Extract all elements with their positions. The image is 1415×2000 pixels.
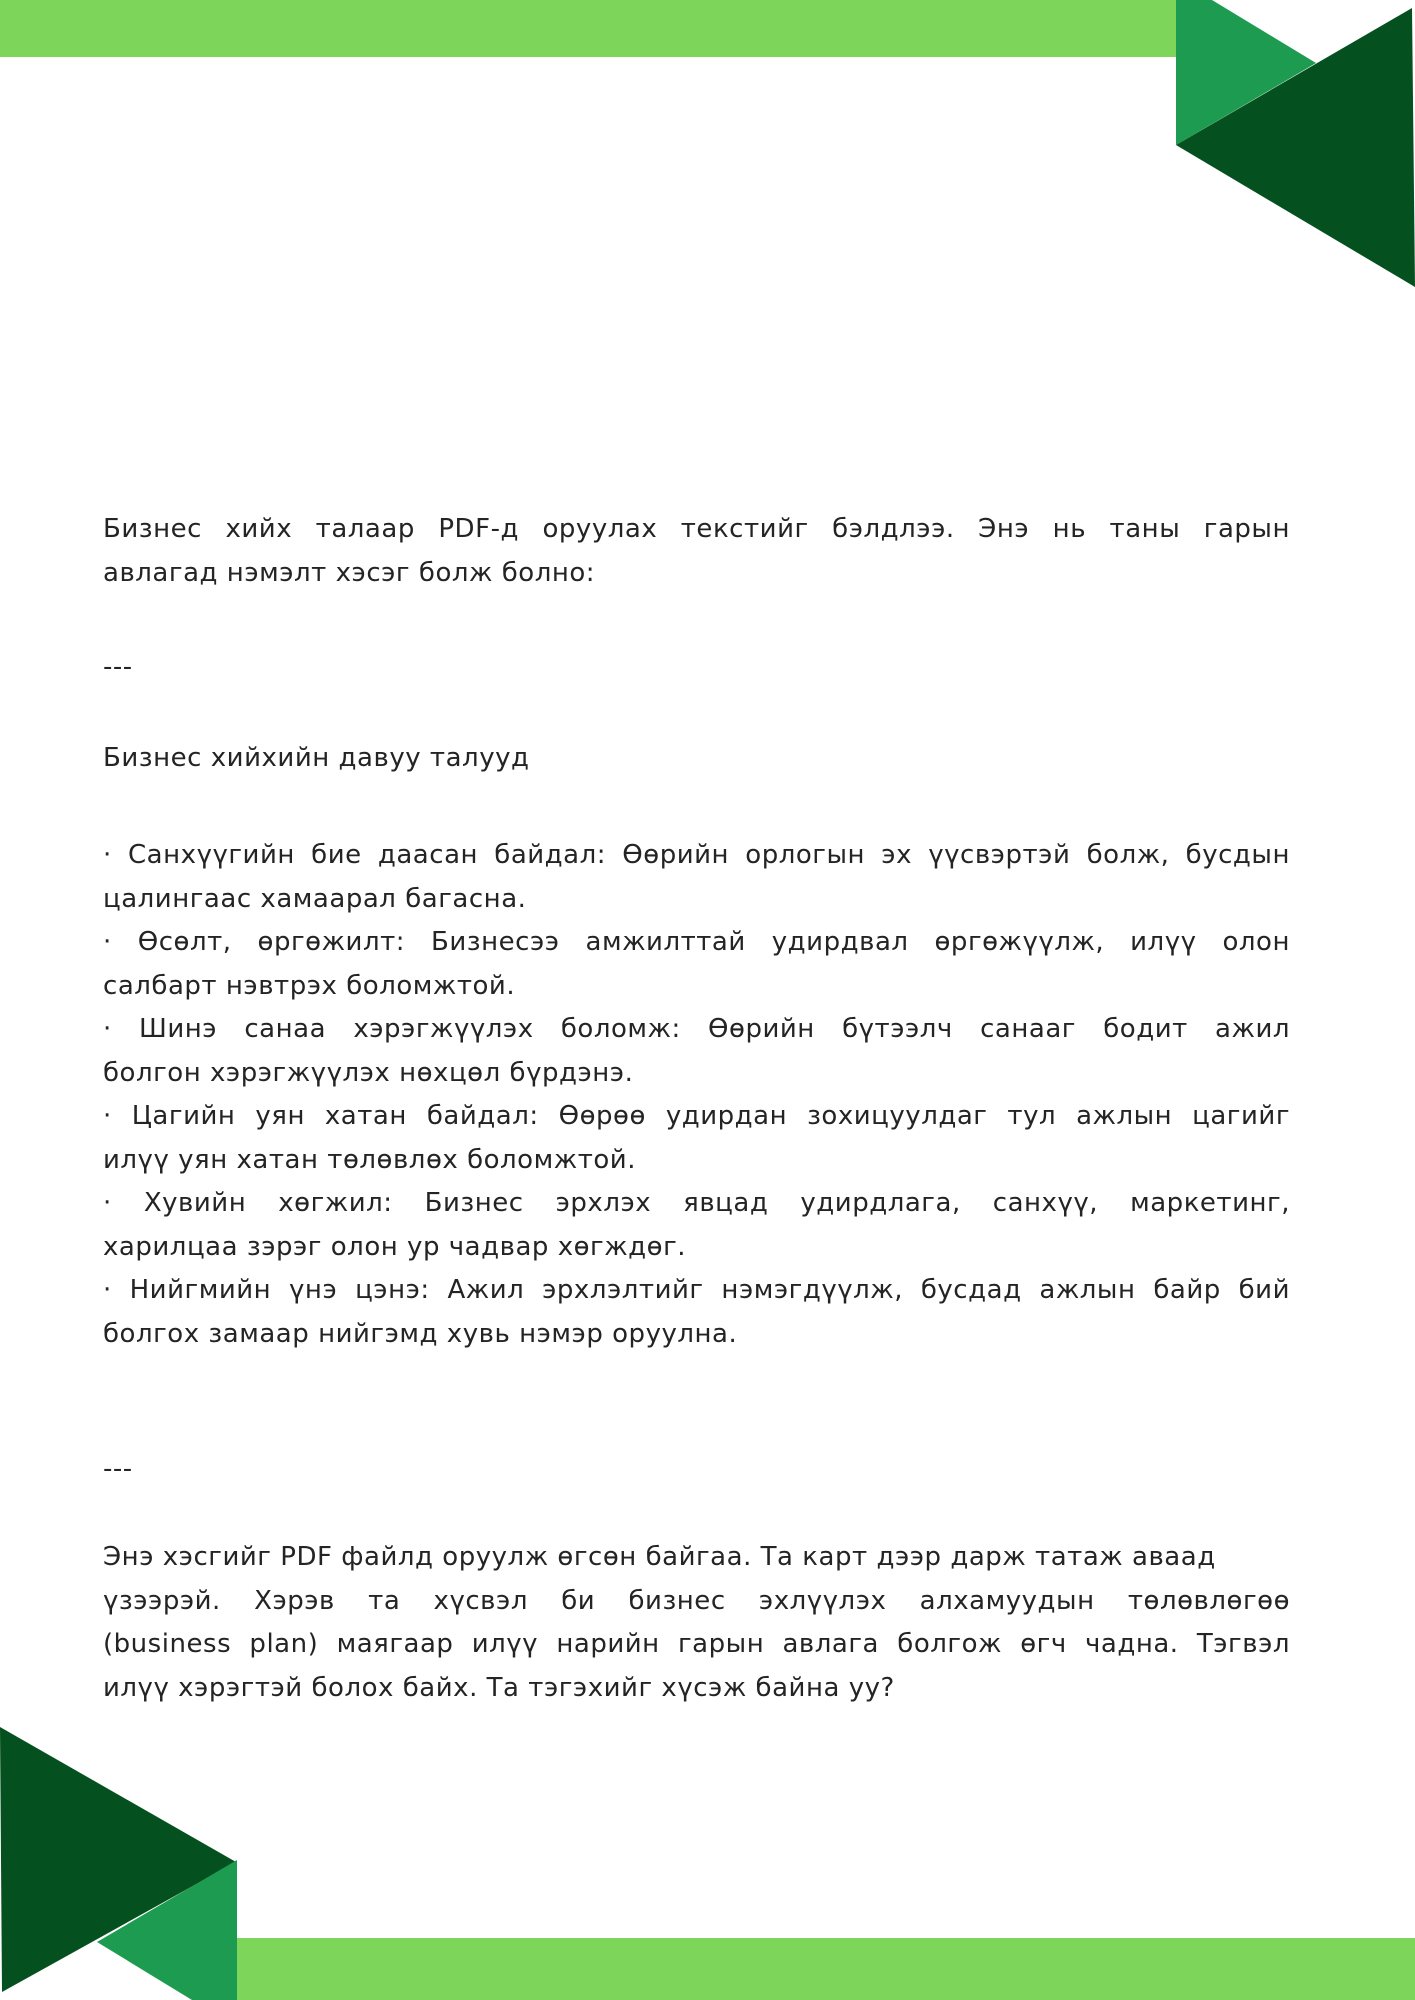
section-heading: Бизнес хийхийн давуу талууд <box>103 743 530 773</box>
text-line: · Өсөлт, өргөжилт: Бизнесээ амжилттай удирдвал өргөжүүлж, илүү олон <box>103 927 1290 957</box>
text-line: илүү уян хатан төлөвлөх боломжтой. <box>103 1144 636 1175</box>
text-line: харилцаа зэрэг олон ур чадвар хөгждөг. <box>103 1231 687 1262</box>
text-line: авлагад нэмэлт хэсэг болж болно: <box>103 557 596 588</box>
text-line: цалингаас хамаарал багасна. <box>103 883 527 914</box>
text-line: · Шинэ санаа хэрэгжүүлэх боломж: Өөрийн бүтээлч санааг бодит ажил <box>103 1014 1290 1044</box>
closing-paragraph <box>103 1536 1290 1710</box>
text-line: илүү хэрэгтэй болох байх. Та тэгэхийг хүсэж байна уу? <box>103 1672 895 1703</box>
section-divider-1: --- <box>103 652 133 682</box>
text-line: · Хувийн хөгжил: Бизнес эрхлэх явцад удирдлага, санхүү, маркетинг, <box>103 1188 1290 1218</box>
intro-paragraph <box>103 508 1290 595</box>
text-line: болгон хэрэгжүүлэх нөхцөл бүрдэнэ. <box>103 1057 634 1088</box>
text-line: үзээрэй. Хэрэв та хүсвэл би бизнес эхлүүлэх алхамуудын төлөвлөгөө <box>103 1585 1290 1616</box>
section-divider-2: --- <box>103 1454 133 1484</box>
text-line: Энэ хэсгийг PDF файлд оруулж өгсөн байгаа. Та карт дээр дарж татаж аваад <box>103 1542 1216 1572</box>
document-body <box>103 0 1290 2000</box>
text-line: (business plan) маягаар илүү нарийн гарын авлага болгож өгч чадна. Тэгвэл <box>103 1629 1290 1659</box>
text-line: · Нийгмийн үнэ цэнэ: Ажил эрхлэлтийг нэмэгдүүлж, бусдад ажлын байр бий <box>103 1275 1290 1305</box>
text-line: болгох замаар нийгэмд хувь нэмэр оруулна. <box>103 1318 738 1349</box>
text-line: · Санхүүгийн бие даасан байдал: Өөрийн орлогын эх үүсвэртэй болж, бусдын <box>103 840 1290 870</box>
text-line: салбарт нэвтрэх боломжтой. <box>103 970 516 1001</box>
text-line: Бизнес хийх талаар PDF-д оруулах текстийг бэлдлээ. Энэ нь таны гарын <box>103 514 1290 544</box>
advantages-list <box>103 834 1290 1356</box>
text-line: · Цагийн уян хатан байдал: Өөрөө удирдан зохицуулдаг тул ажлын цагийг <box>103 1101 1290 1131</box>
